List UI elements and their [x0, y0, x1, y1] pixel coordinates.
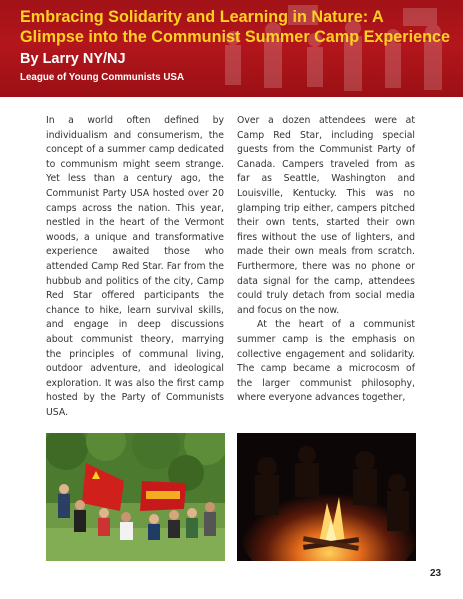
page-number: 23	[430, 568, 442, 579]
campfire-photo-image	[237, 433, 416, 561]
paragraph: Over a dozen attendees were at Camp Red Star, including special guests from the Communist Party of Canada. Campers traveled from as far as Seattle, Washington and Louisville, Kentucky. This was no glamping trip either, campers pitched their own tents, started their own fires without the use of lighters, and made their own meals from scratch. Furthermore, there was no phone or data signal for the camp, attendees could truly detach from social media and focus on the now.	[237, 115, 415, 316]
author-byline: By Larry NY/NJ	[20, 51, 126, 67]
campfire-at-night	[237, 433, 416, 561]
author-organization: League of Young Communists USA	[20, 72, 185, 83]
camp-group-photo-image	[46, 433, 225, 561]
paragraph: In a world often defined by individualism and consumerism, the concept of a summer camp dedicated to communism might seem strange. Yet less than a century ago, the Communist Party USA hosted over 20 camps across the nation. This year, nestled in the heart of the Vermont woods, a unique and transformative experience awaited those who attended Camp Red Star. Far from the hubbub and politics of the city, Camp Red Star offered participants the chance to hike, learn survival skills, and engage in deep discussions about communist theory, marrying the principles of communal living, outdoor adventure, and ideological exploration. It was also the first camp hosted by the Party of Communists USA.	[46, 115, 224, 418]
article-header	[0, 0, 463, 97]
article-column-left	[46, 114, 224, 420]
paragraph: At the heart of a communist summer camp is the emphasis on collective engagement and solidarity. The camp became a microcosm of the larger communist philosophy, where everyone advances together,	[237, 319, 415, 404]
article-column-right	[237, 114, 415, 406]
article-title: Embracing Solidarity and Learning in Nature: A Glimpse into the Communist Summer Camp Experience	[20, 8, 450, 46]
group-photo-with-red-flags	[46, 433, 225, 561]
